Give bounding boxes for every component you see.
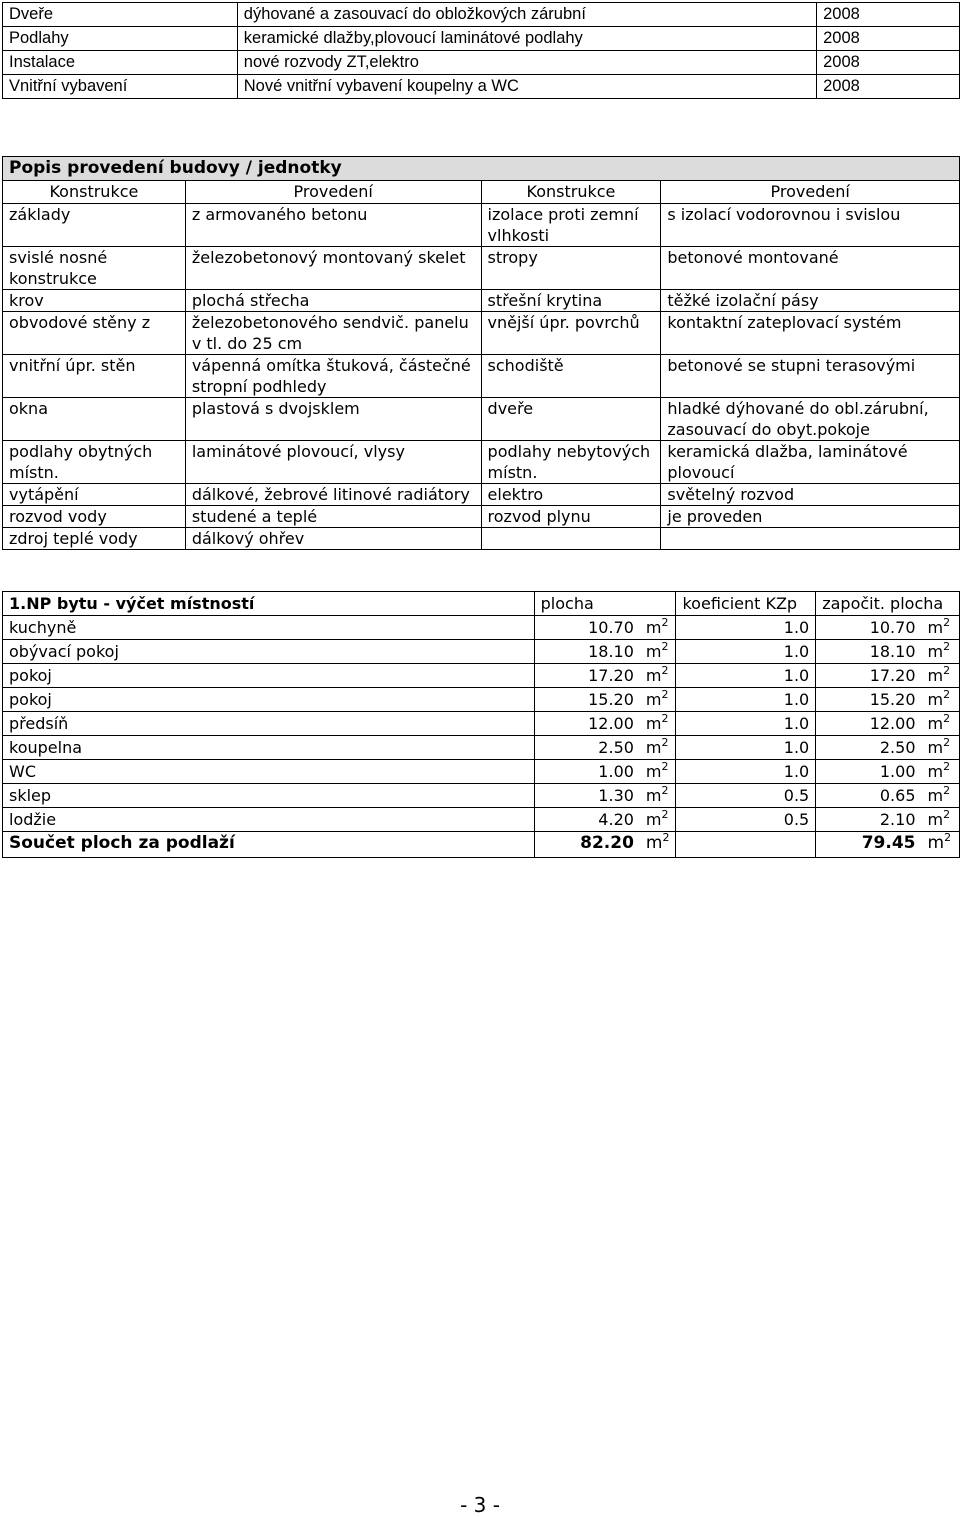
area-unit: $m^2$: [922, 832, 960, 858]
room-area-value: 15.20: [534, 688, 640, 712]
construction-cell: dálkové, žebrové litinové radiátory: [185, 484, 481, 506]
construction-cell: okna: [3, 398, 186, 441]
room-counted-value: 2.50: [816, 736, 922, 760]
area-unit: $m^2$: [640, 736, 676, 760]
renovation-description: keramické dlažby,plovoucí laminátové podlahy: [237, 27, 816, 51]
room-name: obývací pokoj: [3, 640, 535, 664]
room-coefficient: 1.0: [676, 712, 816, 736]
renovations-table: [2, 2, 960, 99]
construction-cell: stropy: [481, 247, 661, 290]
table-title-row: [3, 157, 960, 181]
room-area-value: 17.20: [534, 664, 640, 688]
area-unit: $m^2$: [640, 712, 676, 736]
room-coefficient: 1.0: [676, 760, 816, 784]
renovation-year: 2008: [817, 75, 960, 99]
construction-cell: vnější úpr. povrchů: [481, 312, 661, 355]
column-header-area: plocha: [534, 592, 676, 616]
column-header: Provedení: [661, 181, 960, 204]
construction-cell: schodiště: [481, 355, 661, 398]
area-unit: $m^2$: [640, 808, 676, 832]
table-row: [3, 355, 960, 398]
rooms-table: [2, 591, 960, 858]
renovation-description: dýhované a zasouvací do obložkových zárubní: [237, 3, 816, 27]
construction-cell: obvodové stěny z: [3, 312, 186, 355]
construction-cell: vytápění: [3, 484, 186, 506]
construction-cell: základy: [3, 204, 186, 247]
room-area-value: 10.70: [534, 616, 640, 640]
room-coefficient: 1.0: [676, 664, 816, 688]
room-coefficient: 1.0: [676, 640, 816, 664]
construction-cell: svislé nosné konstrukce: [3, 247, 186, 290]
room-name: sklep: [3, 784, 535, 808]
table-row: [3, 760, 960, 784]
table-row: [3, 247, 960, 290]
construction-cell: rozvod plynu: [481, 506, 661, 528]
construction-cell: plastová s dvojsklem: [185, 398, 481, 441]
area-unit: $m^2$: [922, 712, 960, 736]
construction-cell: světelný rozvod: [661, 484, 960, 506]
area-unit: $m^2$: [640, 688, 676, 712]
renovation-year: 2008: [817, 27, 960, 51]
area-unit: $m^2$: [640, 760, 676, 784]
room-counted-value: 2.10: [816, 808, 922, 832]
room-coefficient: 0.5: [676, 784, 816, 808]
construction-cell: studené a teplé: [185, 506, 481, 528]
room-counted-value: 12.00: [816, 712, 922, 736]
construction-cell: plochá střecha: [185, 290, 481, 312]
area-unit: $m^2$: [640, 784, 676, 808]
table-row: [3, 640, 960, 664]
renovation-description: nové rozvody ZT,elektro: [237, 51, 816, 75]
construction-cell: keramická dlažba, laminátové plovoucí: [661, 441, 960, 484]
room-coefficient: 0.5: [676, 808, 816, 832]
room-counted-value: 15.20: [816, 688, 922, 712]
construction-cell: betonové se stupni terasovými: [661, 355, 960, 398]
area-unit: $m^2$: [922, 616, 960, 640]
construction-cell: těžké izolační pásy: [661, 290, 960, 312]
room-name: koupelna: [3, 736, 535, 760]
renovation-description: Nové vnitřní vybavení koupelny a WC: [237, 75, 816, 99]
renovation-year: 2008: [817, 3, 960, 27]
room-name: lodžie: [3, 808, 535, 832]
construction-cell: podlahy obytných místn.: [3, 441, 186, 484]
room-name: pokoj: [3, 664, 535, 688]
table-row: [3, 204, 960, 247]
room-name: pokoj: [3, 688, 535, 712]
room-area-value: 12.00: [534, 712, 640, 736]
table-row: [3, 506, 960, 528]
construction-table: [2, 156, 960, 550]
table-header-row: [3, 181, 960, 204]
table-row: [3, 688, 960, 712]
total-counted-value: 79.45: [816, 832, 922, 858]
construction-cell: s izolací vodorovnou i svislou: [661, 204, 960, 247]
construction-cell: betonové montované: [661, 247, 960, 290]
room-counted-value: 0.65: [816, 784, 922, 808]
renovation-item: Dveře: [3, 3, 238, 27]
room-area-value: 2.50: [534, 736, 640, 760]
column-header: Provedení: [185, 181, 481, 204]
area-unit: $m^2$: [922, 688, 960, 712]
column-header-coefficient: koeficient KZp: [676, 592, 816, 616]
column-header: Konstrukce: [3, 181, 186, 204]
table-row: [3, 3, 960, 27]
room-area-value: 1.00: [534, 760, 640, 784]
total-label: Součet ploch za podlaží: [3, 832, 535, 858]
table-row: [3, 664, 960, 688]
table-row: [3, 398, 960, 441]
room-name: WC: [3, 760, 535, 784]
construction-cell: železobetonového sendvič. panelu v tl. do 25 cm: [185, 312, 481, 355]
table-row: [3, 784, 960, 808]
construction-cell: střešní krytina: [481, 290, 661, 312]
table-row: [3, 290, 960, 312]
area-unit: $m^2$: [640, 832, 676, 858]
table-row: [3, 736, 960, 760]
construction-cell: vnitřní úpr. stěn: [3, 355, 186, 398]
table-row: [3, 312, 960, 355]
construction-cell: rozvod vody: [3, 506, 186, 528]
rooms-table-title: 1.NP bytu - výčet místností: [3, 592, 535, 616]
room-area-value: 18.10: [534, 640, 640, 664]
table-row: [3, 616, 960, 640]
construction-cell: vápenná omítka štuková, částečné stropní podhledy: [185, 355, 481, 398]
area-unit: $m^2$: [922, 808, 960, 832]
table-row: [3, 484, 960, 506]
room-coefficient: 1.0: [676, 736, 816, 760]
room-area-value: 1.30: [534, 784, 640, 808]
construction-cell: železobetonový montovaný skelet: [185, 247, 481, 290]
construction-table-title: Popis provedení budovy / jednotky: [3, 157, 960, 181]
construction-cell: hladké dýhované do obl.zárubní, zasouvací do obyt.pokoje: [661, 398, 960, 441]
table-row: [3, 27, 960, 51]
room-area-value: 4.20: [534, 808, 640, 832]
area-unit: $m^2$: [640, 640, 676, 664]
construction-cell: z armovaného betonu: [185, 204, 481, 247]
column-header: Konstrukce: [481, 181, 661, 204]
construction-cell: dálkový ohřev: [185, 528, 481, 550]
construction-cell: dveře: [481, 398, 661, 441]
room-name: předsíň: [3, 712, 535, 736]
construction-cell: je proveden: [661, 506, 960, 528]
table-row: [3, 808, 960, 832]
construction-cell: podlahy nebytových místn.: [481, 441, 661, 484]
room-coefficient: 1.0: [676, 616, 816, 640]
area-unit: $m^2$: [922, 736, 960, 760]
renovation-item: Instalace: [3, 51, 238, 75]
table-header-row: [3, 592, 960, 616]
total-row: [3, 832, 960, 858]
table-row: [3, 51, 960, 75]
room-coefficient: 1.0: [676, 688, 816, 712]
area-unit: $m^2$: [640, 664, 676, 688]
total-coefficient: [676, 832, 816, 858]
room-counted-value: 18.10: [816, 640, 922, 664]
construction-cell: elektro: [481, 484, 661, 506]
table-row: [3, 441, 960, 484]
column-header-counted-area: započit. plocha: [816, 592, 960, 616]
construction-cell: laminátové plovoucí, vlysy: [185, 441, 481, 484]
table-row: [3, 75, 960, 99]
total-area-value: 82.20: [534, 832, 640, 858]
construction-cell: izolace proti zemní vlhkosti: [481, 204, 661, 247]
area-unit: $m^2$: [922, 664, 960, 688]
construction-cell: [481, 528, 661, 550]
renovation-item: Podlahy: [3, 27, 238, 51]
area-unit: $m^2$: [640, 616, 676, 640]
table-row: [3, 712, 960, 736]
room-name: kuchyně: [3, 616, 535, 640]
area-unit: $m^2$: [922, 760, 960, 784]
rooms-body: [3, 616, 960, 832]
area-unit: $m^2$: [922, 640, 960, 664]
room-counted-value: 1.00: [816, 760, 922, 784]
table-row: [3, 528, 960, 550]
room-counted-value: 10.70: [816, 616, 922, 640]
construction-cell: [661, 528, 960, 550]
renovation-item: Vnitřní vybavení: [3, 75, 238, 99]
construction-cell: kontaktní zateplovací systém: [661, 312, 960, 355]
page-number: - 3 -: [460, 1493, 500, 1517]
renovation-year: 2008: [817, 51, 960, 75]
construction-cell: zdroj teplé vody: [3, 528, 186, 550]
room-counted-value: 17.20: [816, 664, 922, 688]
construction-cell: krov: [3, 290, 186, 312]
area-unit: $m^2$: [922, 784, 960, 808]
